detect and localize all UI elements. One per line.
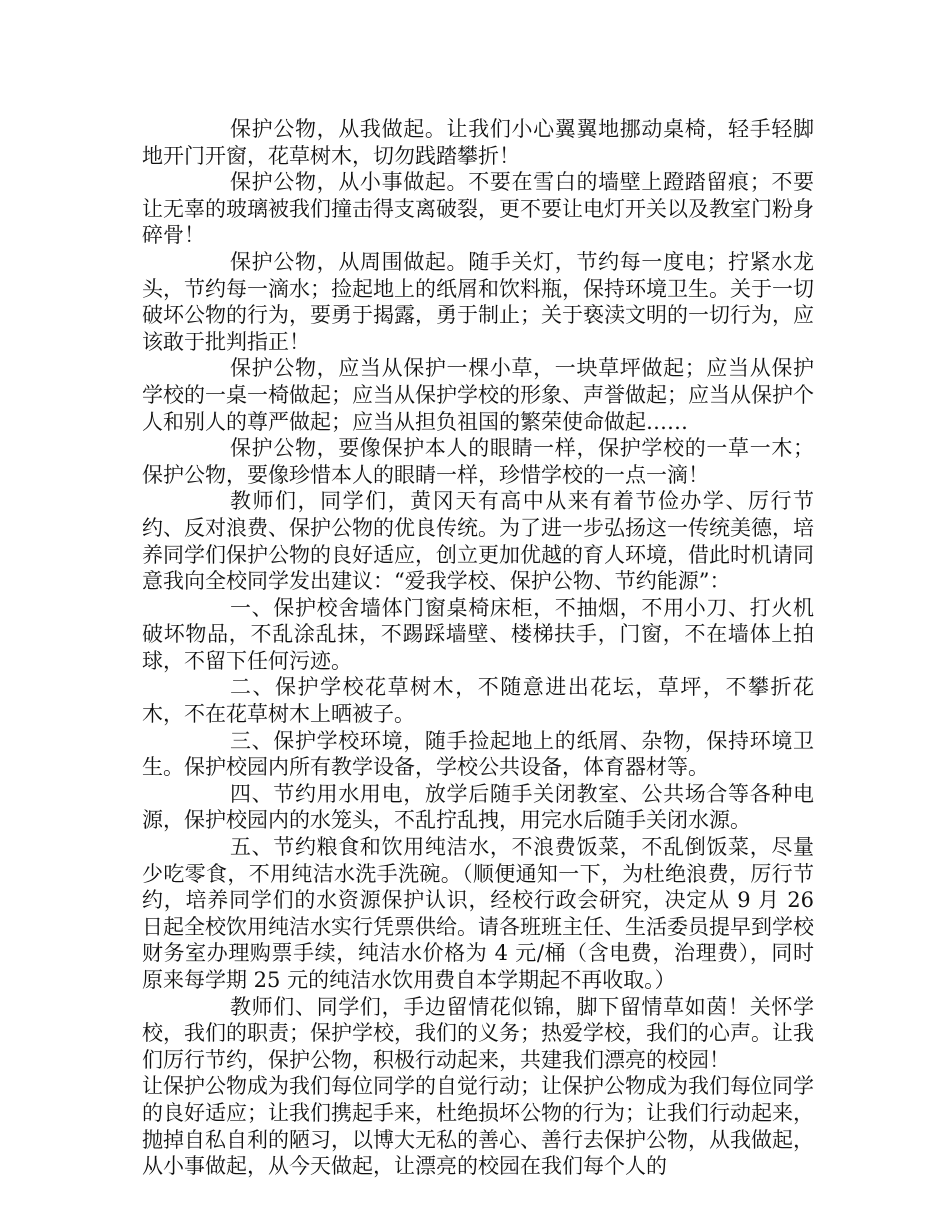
paragraph-call-to-action: 教师们、同学们，手边留情花似锦，脚下留情草如茵！关怀学校，我们的职责；保护学校，我们的义务；热爱学校，我们的心声。让我们厉行节约，保护公物，积极行动起来，共建我们漂亮的校园！ bbox=[142, 994, 814, 1072]
paragraph-protect-surroundings: 保护公物，从周围做起。随手关灯，节约每一度电；拧紧水龙头，节约每一滴水；捡起地上的纸屑和饮料瓶，保持环境卫生。关于一切破坏公物的行为，要勇于揭露，勇于制止；关于亵渎文明的一切行为，应该敢于批判指正！ bbox=[142, 249, 814, 354]
proposal-item-1: 一、保护校舍墙体门窗桌椅床柜，不抽烟，不用小刀、打火机破坏物品，不乱涂乱抹，不踢踩墙壁、楼梯扶手，门窗，不在墙体上拍球，不留下任何污迹。 bbox=[142, 595, 814, 673]
paragraph-protect-grass: 保护公物，应当从保护一棵小草，一块草坪做起；应当从保护学校的一桌一椅做起；应当从保护学校的形象、声誉做起；应当从保护个人和别人的尊严做起；应当从担负祖国的繁荣使命做起…… bbox=[142, 356, 814, 434]
paragraph-closing: 让保护公物成为我们每位同学的自觉行动；让保护公物成为我们每位同学的良好适应；让我们携起手来，杜绝损坏公物的行为；让我们行动起来，抛掉自私自利的陋习，以博大无私的善心、善行去保护公物，从我做起，从小事做起，从今天做起，让漂亮的校园在我们每个人的 bbox=[142, 1074, 814, 1179]
proposal-item-2: 二、保护学校花草树木，不随意进出花坛，草坪，不攀折花木，不在花草树木上晒被子。 bbox=[142, 675, 814, 727]
proposal-item-4: 四、节约用水用电，放学后随手关闭教室、公共场合等各种电源，保护校园内的水笼头，不乱拧乱拽，用完水后随手关闭水源。 bbox=[142, 781, 814, 833]
proposal-item-3: 三、保护学校环境，随手捡起地上的纸屑、杂物，保持环境卫生。保护校园内所有教学设备，学校公共设备，体育器材等。 bbox=[142, 728, 814, 780]
paragraph-protect-from-me: 保护公物，从我做起。让我们小心翼翼地挪动桌椅，轻手轻脚地开门开窗，花草树木，切勿践踏攀折！ bbox=[142, 117, 814, 168]
paragraph-protect-like-eyes: 保护公物，要像保护本人的眼睛一样，保护学校的一草一木；保护公物，要像珍惜本人的眼睛一样，珍惜学校的一点一滴！ bbox=[142, 436, 814, 487]
paragraph-proposal-intro: 教师们，同学们，黄冈天有高中从来有着节俭办学、厉行节约、反对浪费、保护公物的优良传统。为了进一步弘扬这一传统美德，培养同学们保护公物的良好适应，创立更加优越的育人环境，借此时机请同意我向全校同学发出建议：“爱我学校、保护公物、节约能源”： bbox=[142, 489, 814, 594]
proposal-item-5: 五、节约粮食和饮用纯洁水，不浪费饭菜，不乱倒饭菜，尽量少吃零食，不用纯洁水洗手洗碗。（顺便通知一下，为杜绝浪费，厉行节约，培养同学们的水资源保护认识，经校行政会研究，决定从 9 月 26 日起全校饮用纯洁水实行凭票供给。请各班班主任、生活委员提早到学校财务室办理购票手续，纯洁水价格为 4 元/桶（含电费，治理费），同时原来每学期 25 元的纯洁水饮用费自本学期起不再收取。） bbox=[142, 835, 814, 992]
document-body bbox=[142, 116, 814, 1180]
paragraph-protect-small-things: 保护公物，从小事做起。不要在雪白的墙壁上蹬踏留痕；不要让无辜的玻璃被我们撞击得支离破裂，更不要让电灯开关以及教室门粉身碎骨！ bbox=[142, 170, 814, 248]
